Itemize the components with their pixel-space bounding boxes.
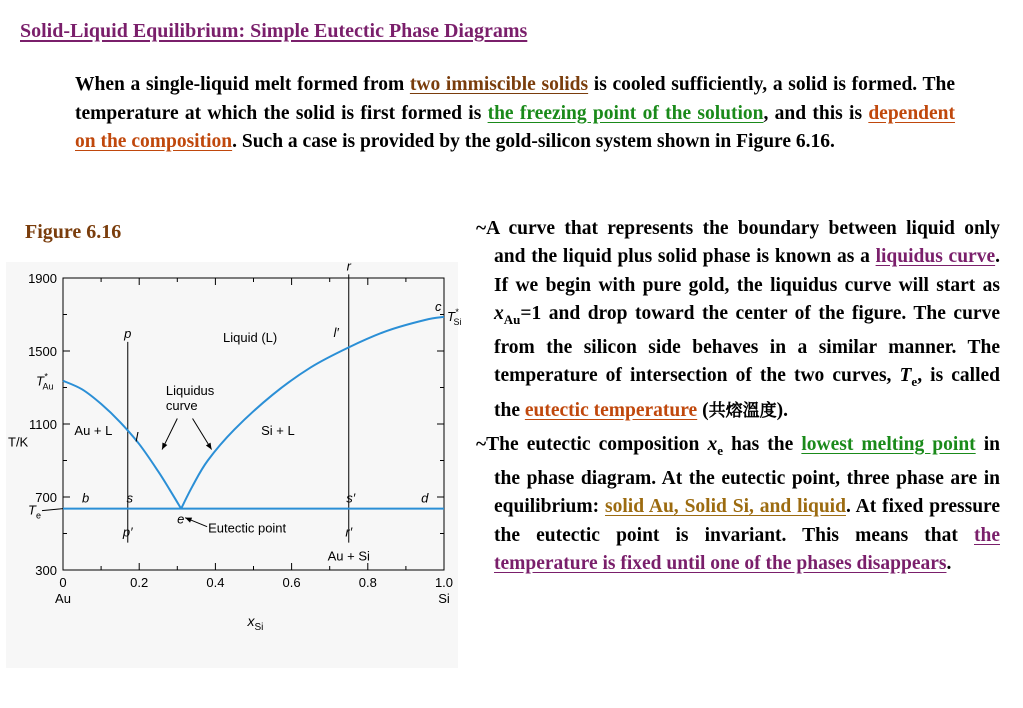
para2-text-5: . [946,552,952,574]
xe-symbol: x [707,433,718,455]
x-tick-label: 0.2 [130,575,149,590]
phase-diagram-figure [6,258,462,668]
para1-text-3: =1 and drop toward the center of the figure. The curve from the silicon side behaves in a similar manner. The temperature of intersection of the two curves, [494,302,1000,387]
x-axis-label-sub: Si [254,622,264,633]
point-label-c: c [435,298,442,314]
y-axis-label: T/K [8,434,29,450]
intro-text-2: is cooled sufficiently, a solid is formed. The temperature at which the solid is first formed is [75,74,955,124]
isopleth-top-label: p [124,325,132,341]
lowest-melting-point-term: lowest melting point [801,433,976,455]
x-end-label-au: Au [55,591,71,606]
label-t-e: $T_e$ [28,502,41,521]
para1-text-1: ~A curve that represents the boundary between liquid only and the liquid plus solid phase is known as a [476,218,1000,268]
x-tick-label: 0.6 [282,575,301,590]
y-tick-label: 300 [35,563,57,578]
te-subscript: e [911,374,918,390]
intro-text-1: When a single-liquid melt formed from [75,74,410,95]
y-tick-label: 700 [35,490,57,505]
region-liquid: Liquid (L) [223,329,278,345]
intro-text-4: . Such a case is provided by the gold-silicon system shown in Figure 6.16. [232,131,835,152]
isopleth-eut-label: s′ [346,490,356,506]
annotation-liquidus-2: curve [165,397,198,413]
intro-paragraph [75,71,955,157]
para1-text-5: ( [697,399,709,421]
x-tick-label: 0.4 [206,575,225,590]
isopleth-bottom-label: r′ [345,524,353,540]
x-tick-label: 1.0 [434,575,454,590]
eutectic-temperature-term: eutectic temperature [524,399,698,421]
para1-text-2: . If we begin with pure gold, the liquidus curve will start as [494,246,1000,296]
para1-text-6: ). [776,399,788,421]
right-column [476,215,1000,584]
point-label-d: d [421,490,429,506]
label-t-si-sub: Si [453,316,462,327]
fixed-temperature-term: the temperature is fixed until one of the phases disappears [494,524,1000,574]
label-t-au-star: T* Au [36,371,54,392]
y-tick-label: 1900 [28,271,57,286]
x-tick-label: 0 [59,575,67,590]
para1-text-4: , is called the [494,365,1000,421]
x-tick-label: 0.8 [358,575,377,590]
figure-background [6,262,458,668]
label-t-si-star: T* Si [447,306,462,327]
isopleth-eut-label: s [126,490,134,506]
annotation-eutectic-point: Eutectic point [208,520,287,536]
point-label-b: b [82,490,90,506]
page-title: Solid-Liquid Equilibrium: Simple Eutectic Phase Diagrams [20,20,528,42]
isopleth-bottom-label: p′ [122,524,133,540]
isopleth-top-label: r [346,258,351,274]
x-end-label-si: Si [438,591,450,606]
region-au-l: Au + L [74,422,113,438]
figure-label: Figure 6.16 [25,221,122,243]
eutectic-paragraph [476,431,1000,578]
x-axis-label: $x_{Si}$ [247,613,264,633]
three-phases-term: solid Au, Solid Si, and liquid [605,496,846,518]
intro-text-3: , and this is [763,102,869,124]
region-au-si: Au + Si [327,548,370,564]
liquidus-point-l: l [135,429,139,445]
label-t-au-sub: Au [42,381,54,392]
liquidus-curve-term: liquidus curve [875,246,996,268]
x-au-subscript: Au [503,311,521,327]
para2-text-1: ~The eutectic composition [476,433,708,455]
xe-subscript: e [717,442,723,458]
region-si-l: Si + L [261,422,295,438]
label-t-si-sup: * [454,306,459,317]
label-t-au-sup: * [43,371,48,382]
liquidus-point-l-prime: l′ [333,324,339,340]
chinese-term: 共熔溫度 [708,400,777,421]
intro-highlight-immiscible: two immiscible solids [409,74,589,95]
para2-text-2: has the [723,433,802,455]
te-symbol: T [899,365,912,387]
y-tick-label: 1100 [29,417,57,432]
liquidus-paragraph [476,215,1000,425]
point-label-e: e [177,511,185,527]
label-t-e-sub: e [35,510,41,521]
para2-text-4: . At fixed pressure the eutectic point is invariant. This means that [494,496,1000,546]
y-tick-label: 1500 [28,344,57,359]
intro-highlight-freezing-point: the freezing point of the solution [487,102,764,124]
para2-text-3: in the phase diagram. At the eutectic point, three phase are in equilibrium: [494,433,1000,518]
intro-highlight-composition: dependent on the composition [75,102,956,152]
x-au-symbol: x [494,302,504,324]
annotation-liquidus-1: Liquidus [165,382,215,398]
